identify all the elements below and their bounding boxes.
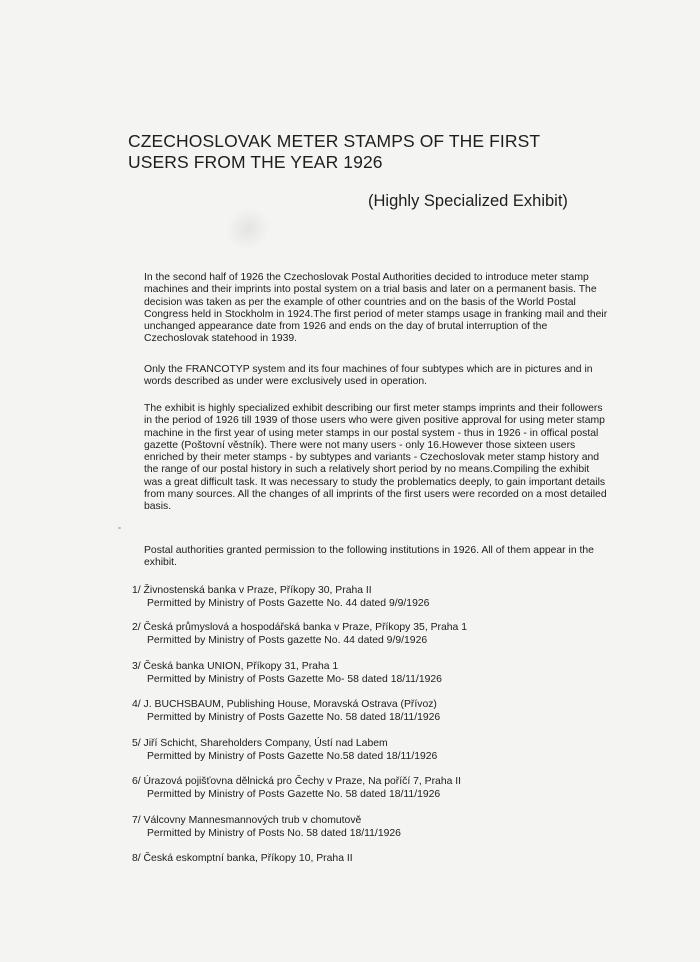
user-name: 8/ Česká eskomptní banka, Příkopy 10, Praha II [132,853,353,864]
list-item [132,815,602,840]
user-permit: Permitted by Ministry of Posts Gazette Mo- 58 dated 18/11/1926 [147,673,442,685]
paragraph-exhibit-description [130,403,610,514]
user-name: 1/ Živnostenská banka v Praze, Příkopy 30, Praha II [132,585,372,596]
user-permit: Permitted by Ministry of Posts Gazette No. 44 dated 9/9/1926 [147,597,430,609]
paragraph-permission [130,545,610,570]
user-name: 2/ Česká průmyslová a hospodářská banka v Praze, Příkopy 35, Praha 1 [132,622,467,633]
page-subtitle: (Highly Specialized Exhibit) [368,192,568,210]
user-permit: Permitted by Ministry of Posts Gazette No.58 dated 18/11/1926 [147,750,438,762]
user-name: 3/ Česká banka UNION, Příkopy 31, Praha 1 [132,661,339,672]
list-item [132,699,602,724]
user-permit: Permitted by Ministry of Posts gazette No. 44 dated 9/9/1926 [147,634,428,646]
user-name: 5/ Jiří Schicht, Shareholders Company, Ústí nad Labem [132,738,388,749]
list-item [132,738,602,763]
user-name: 4/ J. BUCHSBAUM, Publishing House, Moravská Ostrava (Přívoz) [132,699,437,710]
user-name: 7/ Válcovny Mannesmannových trub v chomutově [132,815,362,826]
list-item [132,622,602,647]
user-permit: Permitted by Ministry of Posts Gazette No. 58 dated 18/11/1926 [147,788,441,800]
list-item [132,585,602,610]
user-name: 6/ Úrazová pojišťovna dělnická pro Čechy v Praze, Na poříčí 7, Praha II [132,776,462,787]
paper-speck [118,527,121,529]
list-item [132,853,602,866]
list-item [132,661,602,686]
paragraph-text: The exhibit is highly specialized exhibit describing our first meter stamps imprints and their followers in the period of 1926 till 1939 of those users who were given positive approval for using meter stamp machine in the first year of using meter stamps in our postal system - thus in 1926 - in offical postal gazette (Poštovní věstník). There were not many users - only 16.However those sixteen users enriched by their meter stamps - by subtypes and variants - Czechoslovak meter stamp history and the range of our postal history in such a relatively short period by no means.Compiling the exhibit was a great difficult task. It was necessary to study the problematics deeply, to gain important details from many sources. All the changes of all imprints of the first users were recorded on a most detailed basis. [144,403,607,513]
paper-smudge [217,199,279,260]
paragraph-francotyp [130,364,610,389]
user-permit: Permitted by Ministry of Posts Gazette No. 58 dated 18/11/1926 [147,711,441,723]
paragraph-text: Only the FRANCOTYP system and its four machines of four subtypes which are in pictures and in words described as under were exclusively used in operation. [144,364,593,388]
paragraph-text: Postal authorities granted permission to the following institutions in 1926. All of them appear in the exhibit. [144,545,594,569]
user-permit: Permitted by Ministry of Posts No. 58 dated 18/11/1926 [147,827,401,839]
paragraph-introduction [130,272,610,346]
page-title: CZECHOSLOVAK METER STAMPS OF THE FIRST USERS FROM THE YEAR 1926 [128,131,540,172]
paragraph-text: In the second half of 1926 the Czechoslovak Postal Authorities decided to introduce meter stamp machines and their imprints into postal system on a trial basis and later on a permanent basis. The decision was taken as per the example of other countries and on the basis of the World Postal Congress held in Stockholm in 1924.The first period of meter stamps usage in franking mail and their unchanged appearance date from 1926 and ends on the day of brutal interruption of the Czechoslovak statehood in 1939. [144,272,608,345]
list-item [132,776,602,801]
